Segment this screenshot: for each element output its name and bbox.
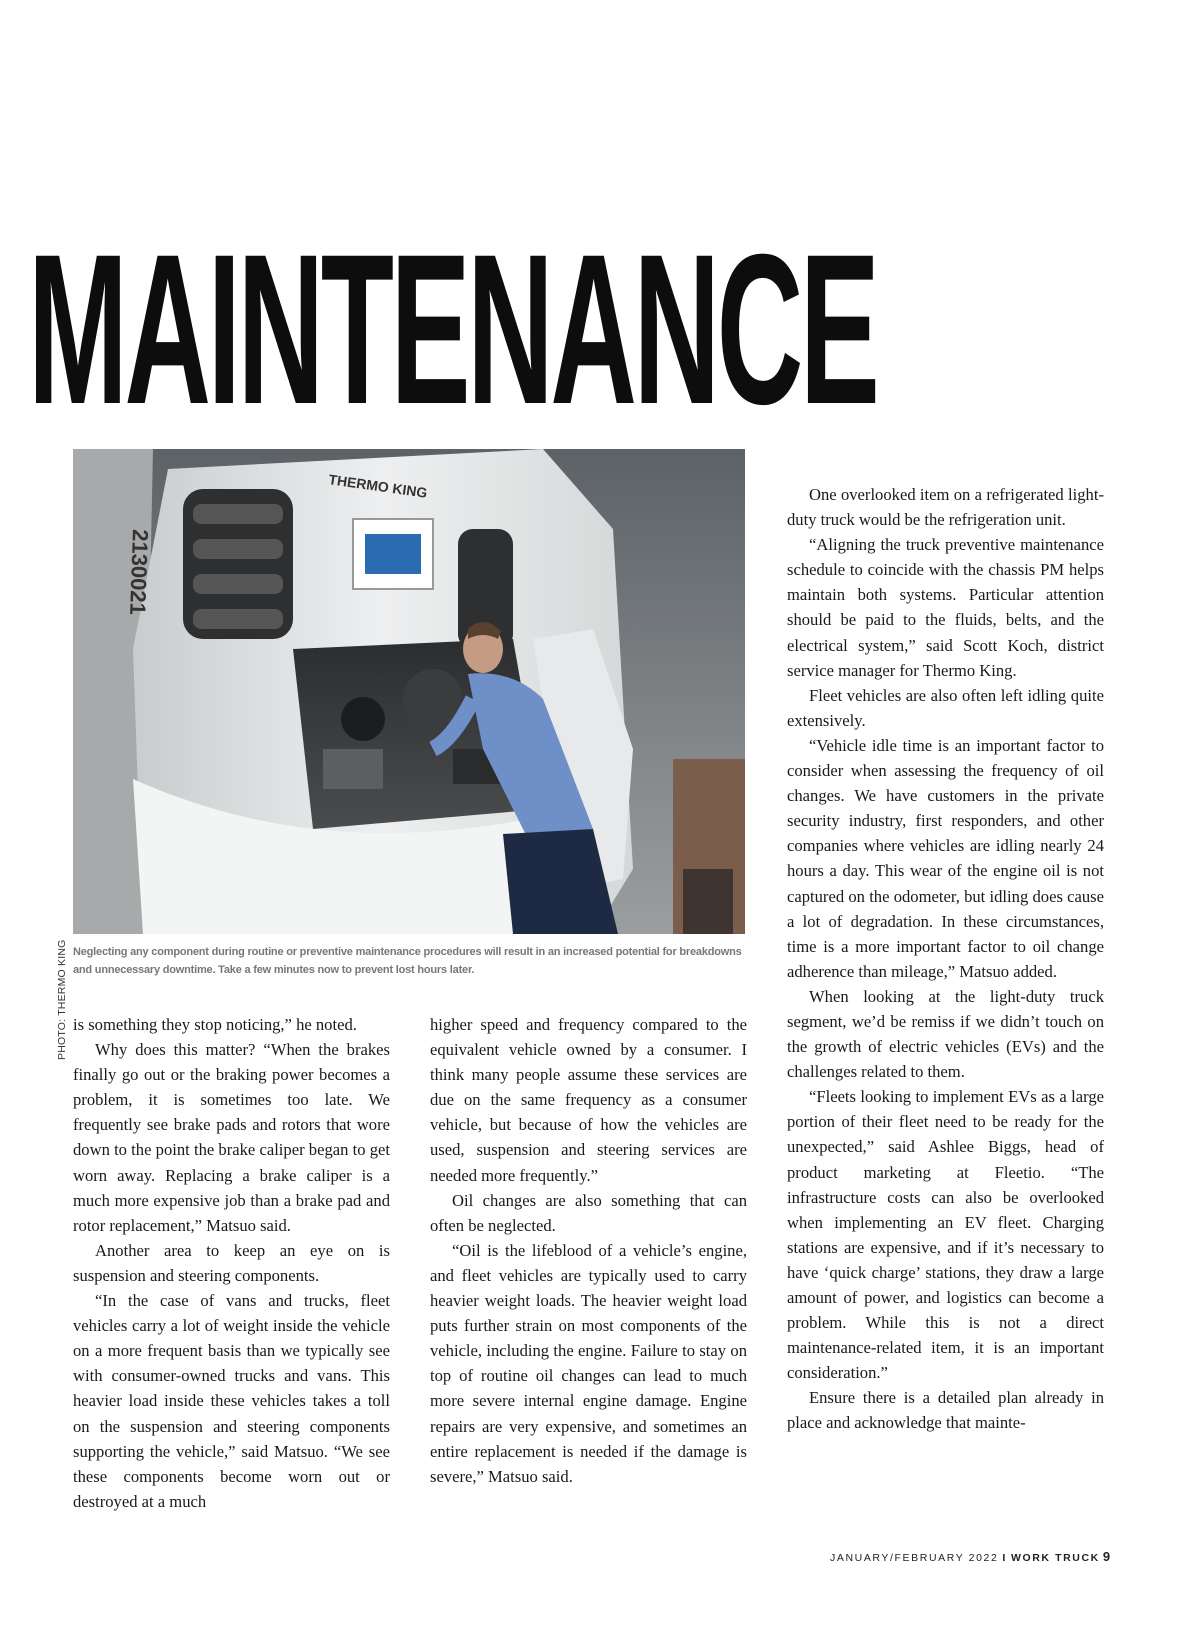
issue-date: JANUARY/FEBRUARY 2022 — [830, 1552, 999, 1564]
paragraph: Why does this matter? “When the brakes finally go out or the braking power becomes a problem, it is sometimes too late. We frequently see brake pads and rotors that wore down to the point the brake caliper began to get worn away. Replacing a brake caliper is a much more expensive job than a brake pad and rotor replacement,” Matsuo said. — [73, 1040, 390, 1235]
refrigeration-unit-photo — [73, 449, 745, 934]
paragraph: “Oil is the lifeblood of a vehicle’s engine, and fleet vehicles are typically used to carry heavier weight loads. The heavier weight load puts further strain on most components of the vehicle, including the engine. Failure to stay on top of routine oil changes can lead to much more severe internal engine damage. Engine repairs are very expensive, and sometimes an entire replacement is needed if the damage is severe,” Matsuo said. — [430, 1240, 747, 1486]
article-column-2 — [430, 1012, 747, 1489]
photo-caption: Neglecting any component during routine or preventive maintenance procedures will result in an increased potential for breakdowns and unnecessary downtime. Take a few minutes now to prevent lost hours later. — [73, 946, 742, 976]
paragraph: “Vehicle idle time is an important factor to consider when assessing the frequency of oil changes. We have customers in the private security industry, first responders, and other companies where vehicles are idling nearly 24 hours a day. This wear of the engine oil is not captured on the odometer, but idling does cause a lot of degradation. In these circumstances, time is a more important factor to oil change adherence than mileage,” Matsuo added. — [787, 735, 1104, 981]
svg-text:THERMO KING: THERMO KING — [327, 471, 429, 501]
paragraph: Fleet vehicles are also often left idling quite extensively. — [787, 685, 1104, 730]
magazine-name: WORK TRUCK — [1010, 1552, 1100, 1564]
paragraph: One overlooked item on a refrigerated light-duty truck would be the refrigeration unit. — [787, 485, 1104, 530]
photo-credit: PHOTO: THERMO KING — [56, 939, 68, 1060]
page-footer — [830, 1549, 1111, 1564]
footer-separator: I — [1002, 1552, 1007, 1564]
paragraph: is something they stop noticing,” he noted. — [73, 1015, 357, 1034]
paragraph: “In the case of vans and trucks, fleet vehicles carry a lot of weight inside the vehicle on a more frequent basis than we typically see with consumer-owned trucks and vans. This heavier load inside these vehicles takes a toll on the suspension and steering components supporting the vehicle,” said Matsuo. “We see these components become worn out or destroyed at a much — [73, 1291, 390, 1511]
paragraph: higher speed and frequency compared to the equivalent vehicle owned by a consumer. I think many people assume these services are due on the same frequency as a consumer vehicle, but because of how the vehicles are used, suspension and steering services are needed more frequently.” — [430, 1015, 747, 1185]
page-number: 9 — [1102, 1549, 1111, 1564]
svg-text:2130021: 2130021 — [125, 528, 153, 616]
paragraph: When looking at the light-duty truck segment, we’d be remiss if we didn’t touch on the growth of electric vehicles (EVs) and the challenges related to them. — [787, 986, 1104, 1082]
headline: MAINTENANCE — [28, 210, 877, 449]
paragraph: “Aligning the truck preventive maintenance schedule to coincide with the chassis PM helps maintain both systems. Particular attention should be paid to the fluids, belts, and the electrical system,” said Scott Koch, district service manager for Thermo King. — [787, 535, 1104, 680]
article-column-1 — [73, 1012, 390, 1514]
paragraph: Oil changes are also something that can often be neglected. — [430, 1190, 747, 1235]
article-column-3 — [787, 482, 1104, 1436]
paragraph: “Fleets looking to implement EVs as a large portion of their fleet need to be ready for the unexpected,” said Ashlee Biggs, head of product marketing at Fleetio. “The infrastructure costs can also be overlooked when implementing an EV fleet. Charging stations are expensive, and if it’s necessary to have ‘quick charge’ stations, they draw a large amount of power, and logistics can become a problem. While this is not a direct maintenance-related item, it is an important consideration.” — [787, 1087, 1104, 1383]
paragraph: Ensure there is a detailed plan already in place and acknowledge that mainte- — [787, 1388, 1104, 1433]
paragraph: Another area to keep an eye on is suspension and steering components. — [73, 1240, 390, 1285]
